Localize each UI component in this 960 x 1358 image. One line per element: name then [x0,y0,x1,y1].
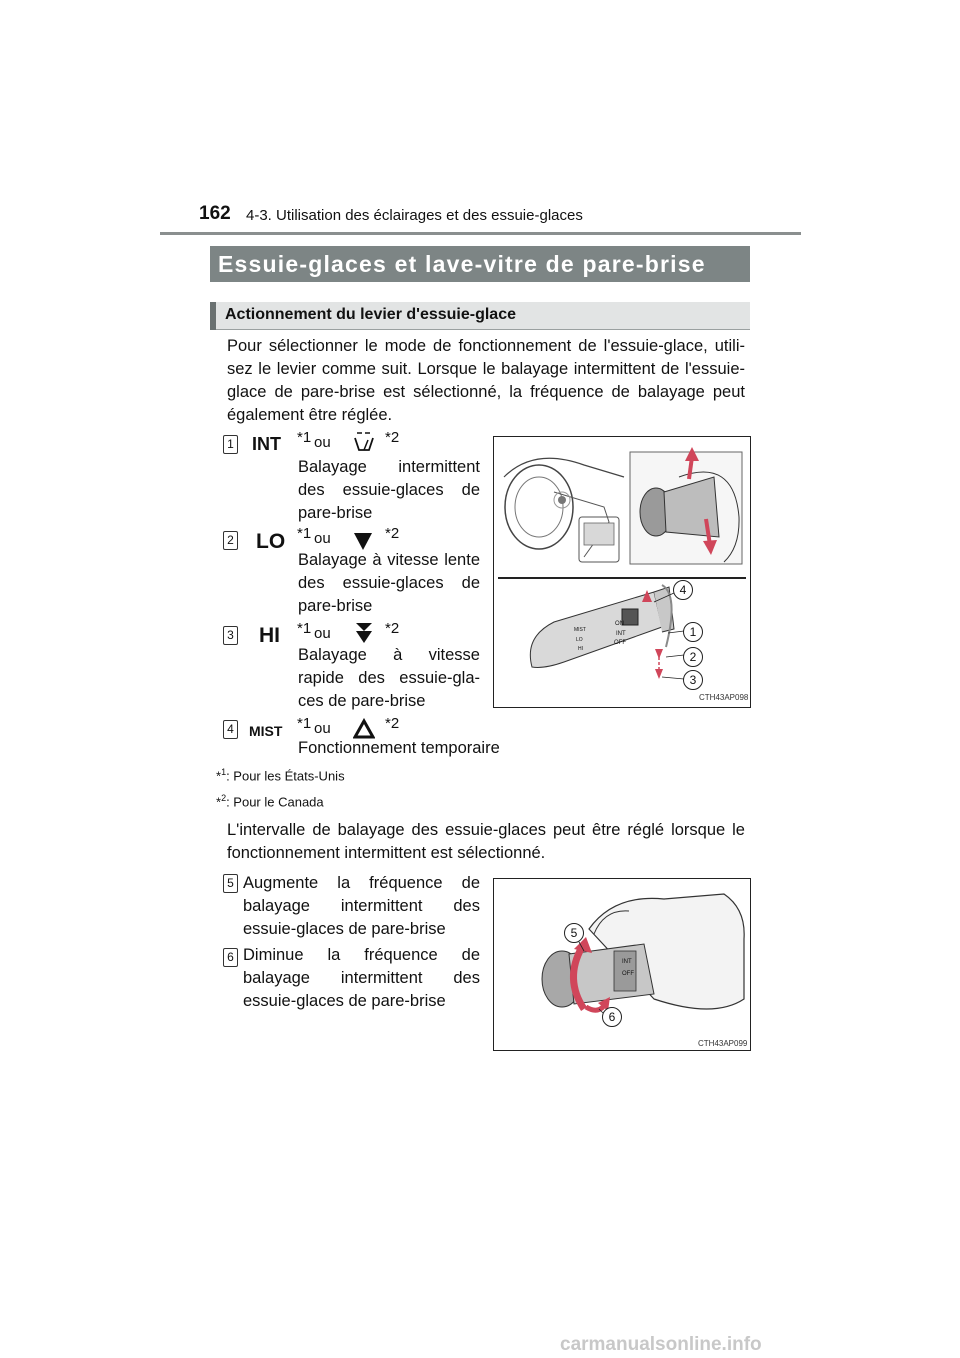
callout-2: 2 [683,647,703,667]
star-1-marker: *1 [297,715,312,732]
lever-label-off: OFF [622,971,634,977]
callout-3: 3 [683,670,703,690]
lo-symbol: LO [256,530,286,553]
lever-label-lo: LO [576,637,583,643]
intro-line: glace de pare-brise est sélectionné, la fréquence de balayage peut [227,383,745,401]
intro-line: sez le levier comme suit. Lorsque le balayage intermittent de l'essuie- [227,360,745,378]
intro-paragraph [227,335,745,427]
item-description-3: Balayage à vitesse rapide des essuie-gla- ces de pare-brise [298,646,480,710]
figure-code: CTH43AP098 [699,693,749,702]
item-number-1: 1 [223,435,238,454]
or-label: ou [314,530,331,547]
item-number-4: 4 [223,720,238,739]
intro-line: Pour sélectionner le mode de fonctionnement de l'essuie-glace, utili- [227,337,745,355]
subtitle: Actionnement du levier d'essuie-glace [225,306,516,323]
lever-label-mist: MIST [574,627,586,633]
header-rule [160,232,801,235]
section-reference: 4-3. Utilisation des éclairages et des essuie-glaces [246,207,583,224]
item-number-2: 2 [223,531,238,550]
item-description-4: Fonctionnement temporaire [298,739,500,757]
star-1-marker: *1 [297,525,312,542]
item-number-3: 3 [223,626,238,645]
lever-label-off: OFF [614,640,626,646]
intro-line: également être réglée. [227,406,393,424]
intermittent-wiper-icon [352,431,376,453]
lever-label-hi: HI [578,646,583,652]
item-number-5: 5 [223,874,238,893]
int-symbol: INT [252,434,281,454]
interval-adjust-figure [493,878,751,1051]
figure-code: CTH43AP099 [698,1039,748,1048]
wiper-lever-illustration [494,437,750,707]
item-description-1: Balayage intermittent des essuie-glaces de pare-brise [298,458,480,522]
or-label: ou [314,434,331,451]
footnote-2: *$^2$: Pour le Canada [216,793,324,810]
mist-triangle-icon [353,718,375,740]
mist-symbol: MIST [249,723,283,739]
star-2-marker: *2 [385,429,400,446]
callout-5: 5 [564,923,584,943]
lever-label-int: INT [616,631,626,637]
or-label: ou [314,625,331,642]
wiper-lever-figure [493,436,751,708]
hi-symbol: HI [259,624,280,647]
callout-1: 1 [683,622,703,642]
callout-4: 4 [673,580,693,600]
item-number-6: 6 [223,948,238,967]
or-label: ou [314,720,331,737]
watermark: carmanualsonline.info [560,1334,762,1355]
page-title: Essuie-glaces et lave-vitre de pare-brise [218,251,706,277]
star-2-marker: *2 [385,715,400,732]
star-2-marker: *2 [385,525,400,542]
footnote-1: *$^1$: Pour les États-Unis [216,767,345,784]
star-1-marker: *1 [297,620,312,637]
item-description-5: Augmente la fréquence de balayage intermittent des essuie-glaces de pare-brise [243,874,480,938]
star-1-marker: *1 [297,429,312,446]
item-description-2: Balayage à vitesse lente des essuie-glaces de pare-brise [298,551,480,615]
lever-label-int: INT [622,959,632,965]
lever-label-on: ON [615,621,624,627]
callout-6: 6 [602,1007,622,1027]
item-description-6: Diminue la fréquence de balayage intermittent des essuie-glaces de pare-brise [243,946,480,1010]
high-speed-triangle-icon [354,621,374,645]
subtitle-accent [210,302,216,330]
star-2-marker: *2 [385,620,400,637]
interval-paragraph: L'intervalle de balayage des essuie-glaces peut être réglé lorsque le fonctionnement intermittent est sélectionné. [227,821,745,862]
page-number: 162 [199,203,231,224]
